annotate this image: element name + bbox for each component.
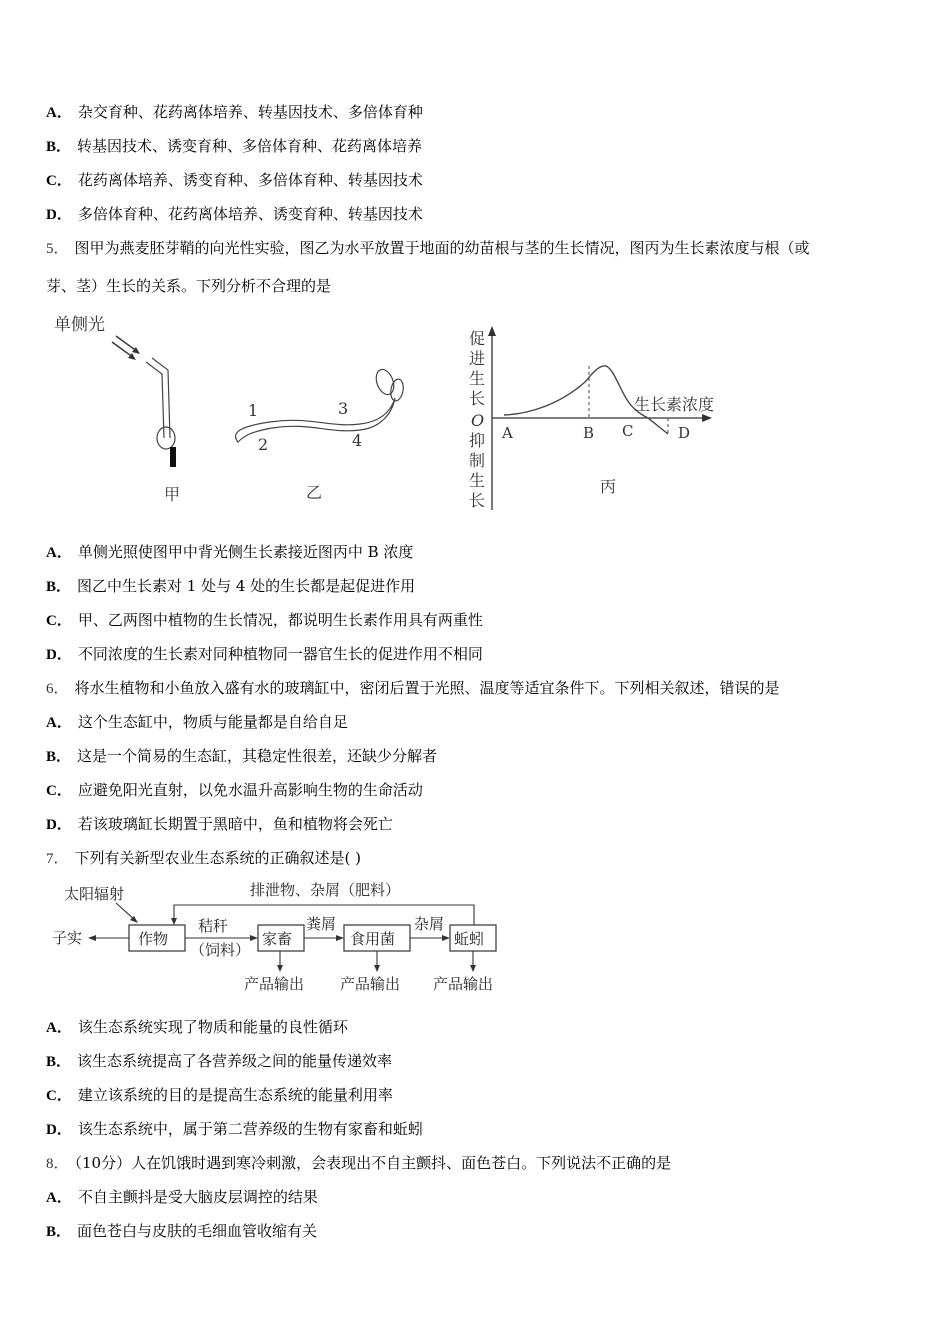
- manure-label: 粪屑: [306, 915, 337, 933]
- q5-option-d: D． 不同浓度的生长素对同种植物同一器官生长的促进作用不相同: [46, 645, 483, 663]
- q4-option-b: B． 转基因技术、诱变育种、多倍体育种、花药离体培养: [46, 137, 423, 155]
- q7-option-a: A． 该生态系统实现了物质和能量的良性循环: [46, 1018, 348, 1036]
- q5-option-c: C． 甲、乙两图中植物的生长情况，都说明生长素作用具有两重性: [46, 611, 483, 629]
- q4-option-a: A． 杂交育种、花药离体培养、转基因技术、多倍体育种: [46, 103, 423, 121]
- debris-label: 杂屑: [414, 915, 445, 933]
- jia-caption: 甲: [164, 485, 181, 504]
- origin-label: O: [471, 411, 485, 430]
- q5-option-b: B． 图乙中生长素对 1 处与 4 处的生长都是起促进作用: [46, 577, 416, 595]
- y-label-char: 生: [469, 369, 486, 388]
- sun-label: 太阳辐射: [64, 885, 125, 903]
- x-point-b: B: [583, 424, 595, 442]
- yi-point-4: 4: [352, 431, 363, 450]
- output-label-earthworm: 产品输出: [433, 975, 494, 993]
- x-point-a: A: [502, 424, 513, 442]
- q6-stem: 6． 将水生植物和小鱼放入盛有水的玻璃缸中，密闭后置于光照、温度等适宜条件下。下列相关叙述，错误的是: [46, 679, 780, 697]
- q8-option-a: A． 不自主颤抖是受大脑皮层调控的结果: [46, 1188, 318, 1206]
- y-label-char: 进: [469, 349, 486, 368]
- q7-option-d: D． 该生态系统中，属于第二营养级的生物有家畜和蚯蚓: [46, 1120, 423, 1138]
- q8-option-b: B． 面色苍白与皮肤的毛细血管收缩有关: [46, 1222, 318, 1240]
- q7-option-c: C． 建立该系统的目的是提高生态系统的能量利用率: [46, 1086, 393, 1104]
- agro-ecosystem-diagram: [40, 875, 520, 1005]
- x-point-c: C: [622, 422, 634, 440]
- fungi-label: 食用菌: [350, 930, 396, 948]
- q4-option-d: D． 多倍体育种、花药离体培养、诱变育种、转基因技术: [46, 205, 423, 223]
- q5-figure: [40, 310, 740, 520]
- x-arrow-icon: [702, 414, 712, 422]
- y-label-char: 制: [469, 451, 486, 470]
- output-label-livestock: 产品输出: [244, 975, 305, 993]
- coleoptile-icon: [146, 358, 170, 438]
- jia-light-label: 单侧光: [54, 315, 105, 335]
- x-point-d: D: [678, 424, 691, 442]
- auxin-figure-svg: [40, 310, 740, 520]
- yi-point-3: 3: [338, 399, 349, 418]
- y-label-char: 长: [469, 389, 486, 408]
- q8-stem: 8． （10分）人在饥饿时遇到寒冷刺激，会表现出不自主颤抖、面色苍白。下列说法不正确的是: [46, 1154, 672, 1172]
- y-label-char: 促: [469, 329, 486, 348]
- feedback-label: 排泄物、杂屑（肥料）: [250, 881, 401, 899]
- seed-label: 子实: [52, 929, 83, 947]
- y-arrow-icon: [488, 326, 496, 336]
- earthworm-label: 蚯蚓: [454, 930, 485, 948]
- yi-caption: 乙: [306, 483, 323, 502]
- figure-bing: [469, 326, 714, 510]
- crop-label: 作物: [138, 930, 169, 948]
- yi-point-1: 1: [248, 401, 259, 420]
- seed-icon: [157, 427, 175, 449]
- leaf-icon: [389, 378, 405, 402]
- q4-option-c: C． 花药离体培养、诱变育种、多倍体育种、转基因技术: [46, 171, 423, 189]
- livestock-label: 家畜: [262, 930, 293, 948]
- root-block-icon: [170, 447, 176, 467]
- straw-label: 秸秆: [198, 917, 229, 935]
- yi-point-2: 2: [258, 435, 269, 454]
- feed-label: （饲料）: [190, 941, 251, 959]
- x-axis-label: 生长素浓度: [634, 395, 715, 414]
- bing-caption: 丙: [600, 477, 617, 496]
- q5-stem-line2: 芽、茎）生长的关系。下列分析不合理的是: [46, 277, 332, 295]
- q7-option-b: B． 该生态系统提高了各营养级之间的能量传递效率: [46, 1052, 393, 1070]
- y-label-char: 生: [469, 471, 486, 490]
- q7-diagram: [40, 875, 520, 1005]
- q5-option-a: A． 单侧光照使图甲中背光侧生长素接近图丙中 B 浓度: [46, 543, 414, 561]
- q6-option-b: B． 这是一个简易的生态缸，其稳定性很差，还缺少分解者: [46, 747, 438, 765]
- q5-stem-line1: 5． 图甲为燕麦胚芽鞘的向光性实验，图乙为水平放置于地面的幼苗根与茎的生长情况，图丙为生长素浓度与根（或: [46, 239, 810, 257]
- q6-option-c: C． 应避免阳光直射，以免水温升高影响生物的生命活动: [46, 781, 423, 799]
- figure-yi: [236, 367, 405, 502]
- y-label-char: 长: [469, 491, 486, 510]
- output-label-fungi: 产品输出: [340, 975, 401, 993]
- figure-jia: [54, 315, 180, 504]
- q7-stem: 7． 下列有关新型农业生态系统的正确叙述是( ): [46, 849, 361, 867]
- q6-option-a: A． 这个生态缸中，物质与能量都是自给自足: [46, 713, 348, 731]
- q6-option-d: D． 若该玻璃缸长期置于黑暗中，鱼和植物将会死亡: [46, 815, 393, 833]
- y-label-char: 抑: [469, 431, 486, 450]
